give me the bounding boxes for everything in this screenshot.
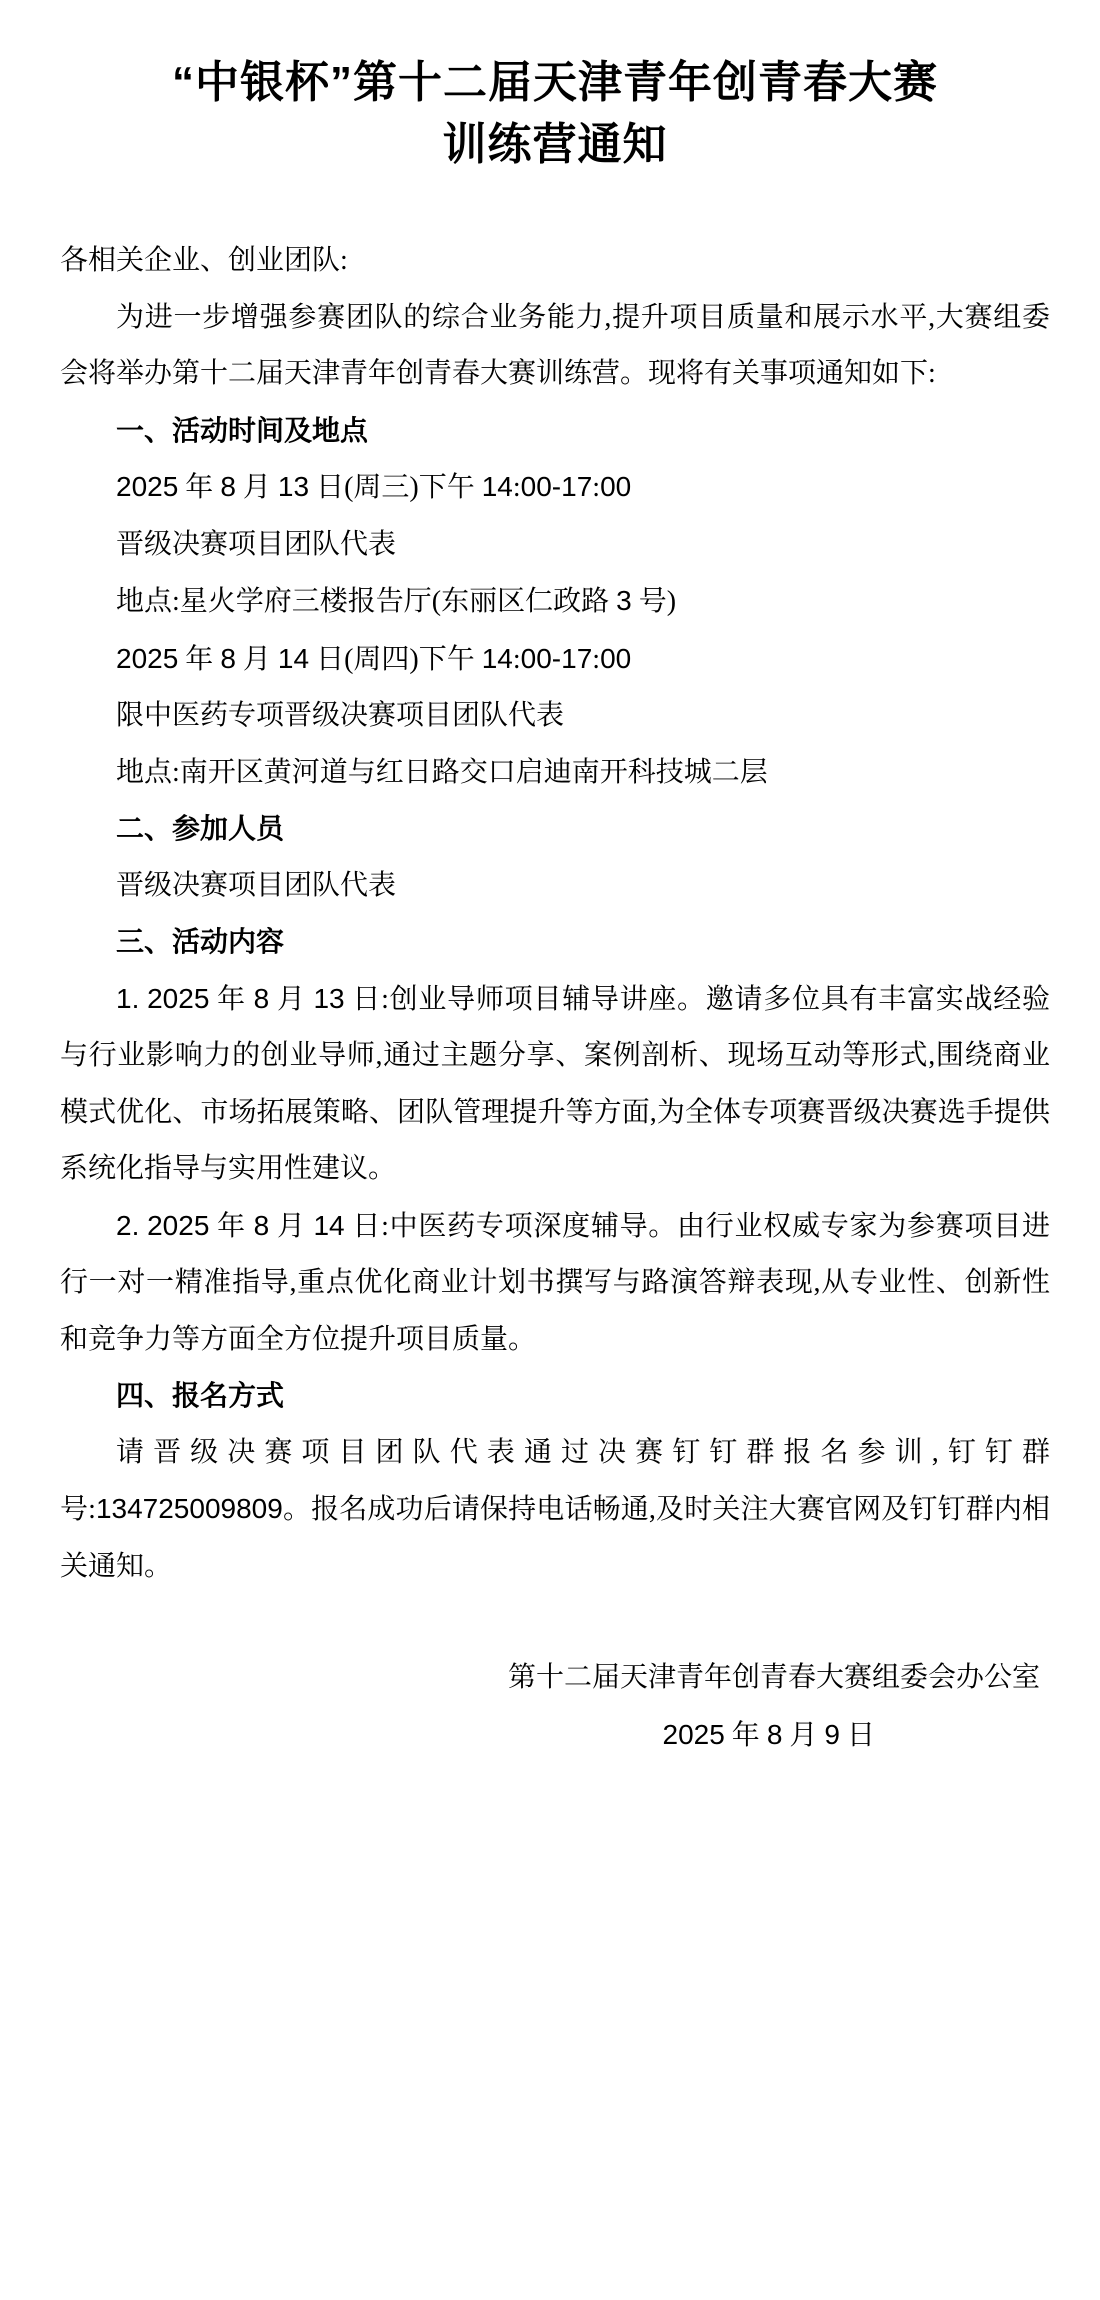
section-heading-registration: 四、报名方式 — [116, 1380, 285, 1411]
signature-date: 2025 年 8 月 9 日 — [662, 1718, 875, 1751]
schedule-date-1: 2025 年 8 月 13 日(周三)下午 14:00-17:00 — [116, 471, 632, 503]
schedule-audience-1: 晋级决赛项目团队代表 — [116, 528, 397, 560]
section-heading-activity-time: 一、活动时间及地点 — [116, 414, 369, 446]
participants-line: 晋级决赛项目团队代表 — [116, 869, 397, 901]
title-line-2: 训练营通知 — [442, 120, 668, 169]
schedule-location-2: 地点:南开区黄河道与红日路交口启迪南开科技城二层 — [116, 756, 768, 788]
signature-org: 第十二届天津青年创青春大赛组委会办公室 — [507, 1662, 1040, 1693]
section-heading-activity-content: 三、活动内容 — [116, 926, 285, 957]
title-line-1: “中银杯”第十二届天津青年创青春大赛 — [172, 58, 938, 107]
intro-paragraph: 为进一步增强参赛团队的综合业务能力,提升项目质量和展示水平,大赛组委会将举办第十二届天津青年创青春大赛训练营。现将有关事项通知如下: — [60, 301, 1050, 389]
registration-paragraph: 请晋级决赛项目团队代表通过决赛钉钉群报名参训,钉钉群号:134725009809。报名成功后请保持电话畅通,及时关注大赛官网及钉钉群内相关通知。 — [60, 1436, 1050, 1582]
schedule-location-1: 地点:星火学府三楼报告厅(东丽区仁政路 3 号) — [116, 585, 677, 617]
activity-content-item-2: 2. 2025 年 8 月 14 日:中医药专项深度辅导。由行业权威专家为参赛项目进行一对一精准指导,重点优化商业计划书撰写与路演答辩表现,从专业性、创新性和竞争力等方面全方位提升项目质量。 — [60, 1209, 1050, 1355]
document-body — [60, 233, 1050, 1764]
salutation: 各相关企业、创业团队: — [60, 245, 348, 276]
document-title — [60, 52, 1050, 176]
schedule-audience-2: 限中医药专项晋级决赛项目团队代表 — [116, 700, 565, 731]
schedule-date-2: 2025 年 8 月 14 日(周四)下午 14:00-17:00 — [116, 642, 632, 675]
activity-content-item-1: 1. 2025 年 8 月 13 日:创业导师项目辅导讲座。邀请多位具有丰富实战经验与行业影响力的创业导师,通过主题分享、案例剖析、现场互动等形式,围绕商业模式优化、市场拓展策略、团队管理提升等方面,为全体专项赛晋级决赛选手提供系统化指导与实用性建议。 — [60, 982, 1050, 1184]
section-heading-participants: 二、参加人员 — [116, 813, 285, 844]
